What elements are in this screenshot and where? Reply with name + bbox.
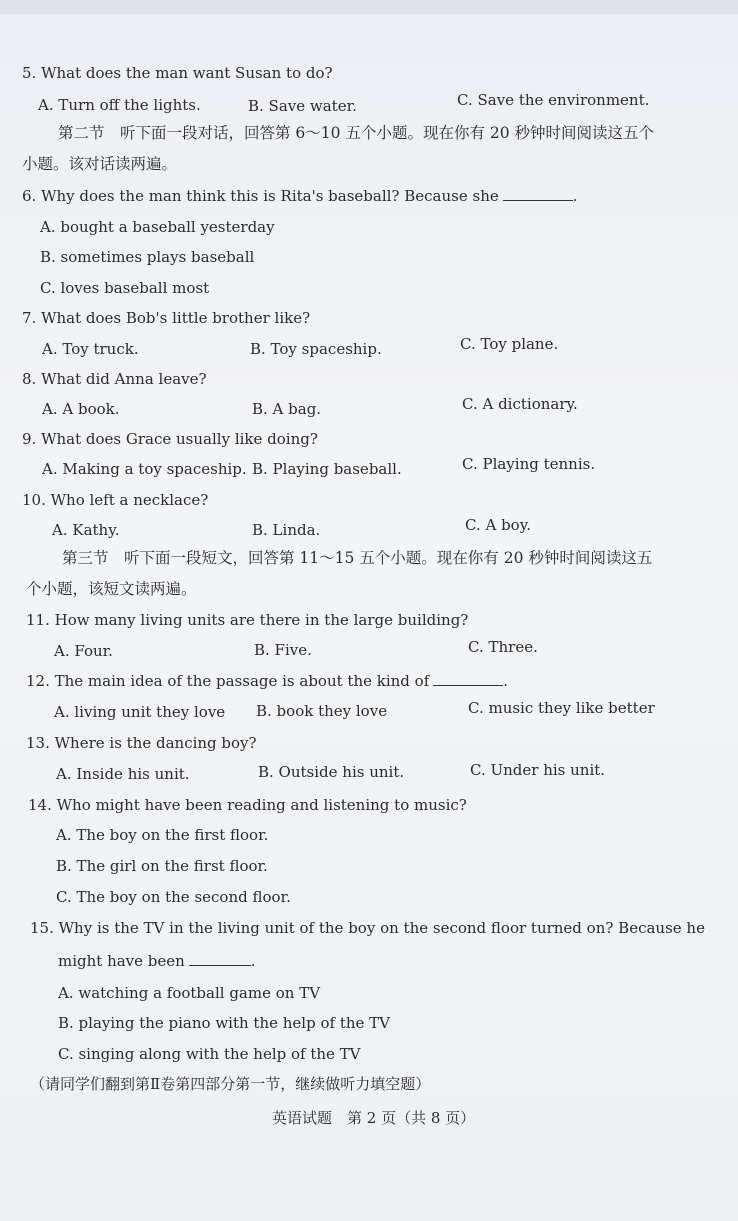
question-10-stem: 10. Who left a necklace?	[22, 491, 209, 509]
question-7-option-a: A. Toy truck.	[42, 340, 139, 358]
question-13-option-b: B. Outside his unit.	[258, 763, 405, 781]
question-7-option-c: C. Toy plane.	[460, 335, 559, 353]
question-8-option-c: C. A dictionary.	[462, 395, 578, 413]
question-15-option-b: B. playing the piano with the help of the TV	[58, 1014, 390, 1032]
question-15-option-a: A. watching a football game on TV	[58, 984, 321, 1002]
question-9-option-a: A. Making a toy spaceship.	[42, 460, 247, 478]
question-6-option-b: B. sometimes plays baseball	[40, 248, 255, 266]
question-7-stem: 7. What does Bob's little brother like?	[22, 309, 311, 327]
question-12-stem-text: 12. The main idea of the passage is about the kind of	[26, 672, 430, 690]
question-14-stem: 14. Who might have been reading and listening to music?	[28, 796, 467, 814]
question-12-stem: 12. The main idea of the passage is about the kind of .	[26, 672, 509, 690]
question-11-option-b: B. Five.	[254, 641, 312, 659]
question-6-stem: 6. Why does the man think this is Rita's baseball? Because she .	[22, 187, 578, 205]
question-14-option-c: C. The boy on the second floor.	[56, 888, 291, 906]
answer-blank	[503, 186, 573, 201]
section-3-heading-line-1: 第三节 听下面一段短文，回答第 11～15 五个小题。现在你有 20 秒钟时间阅读这五	[62, 549, 653, 567]
question-8-stem: 8. What did Anna leave?	[22, 370, 207, 388]
question-9-option-c: C. Playing tennis.	[462, 455, 596, 473]
question-12-option-a: A. living unit they love	[54, 703, 226, 721]
question-12-option-b: B. book they love	[256, 702, 388, 720]
question-14-option-b: B. The girl on the first floor.	[56, 857, 268, 875]
answer-blank	[189, 951, 251, 966]
question-11-option-c: C. Three.	[468, 638, 538, 656]
question-13-stem: 13. Where is the dancing boy?	[26, 734, 257, 752]
question-13-option-a: A. Inside his unit.	[56, 765, 190, 783]
question-15-option-c: C. singing along with the help of the TV	[58, 1045, 361, 1063]
question-5-option-b: B. Save water.	[248, 97, 357, 115]
question-9-option-b: B. Playing baseball.	[252, 460, 402, 478]
question-15-stem-text: might have been	[58, 952, 185, 970]
question-12-option-c: C. music they like better	[468, 699, 655, 717]
section-2-heading-line-2: 小题。该对话读两遍。	[22, 155, 178, 173]
question-8-option-a: A. A book.	[42, 400, 120, 418]
question-13-option-c: C. Under his unit.	[470, 761, 606, 779]
question-14-option-a: A. The boy on the first floor.	[56, 826, 269, 844]
continue-note: （请同学们翻到第Ⅱ卷第四部分第一节，继续做听力填空题）	[30, 1075, 431, 1093]
question-9-stem: 9. What does Grace usually like doing?	[22, 430, 318, 448]
question-6-option-c: C. loves baseball most	[40, 279, 210, 297]
question-15-stem-line-1: 15. Why is the TV in the living unit of the boy on the second floor turned on? Because he	[30, 919, 705, 937]
answer-blank	[433, 671, 503, 686]
question-7-option-b: B. Toy spaceship.	[250, 340, 382, 358]
section-2-heading-line-1: 第二节 听下面一段对话，回答第 6～10 五个小题。现在你有 20 秒钟时间阅读这五个	[58, 124, 655, 142]
question-11-stem: 11. How many living units are there in the large building?	[26, 611, 469, 629]
question-10-option-c: C. A boy.	[465, 516, 531, 534]
section-3-heading-line-2: 个小题，该短文读两遍。	[26, 580, 197, 598]
question-5-option-c: C. Save the environment.	[457, 91, 650, 109]
page-number: 英语试题 第 2 页（共 8 页）	[272, 1109, 476, 1127]
question-15-stem-line-2: might have been .	[58, 952, 256, 970]
question-8-option-b: B. A bag.	[252, 400, 322, 418]
question-6-stem-text: 6. Why does the man think this is Rita's baseball? Because she	[22, 187, 499, 205]
question-6-option-a: A. bought a baseball yesterday	[40, 218, 275, 236]
question-11-option-a: A. Four.	[54, 642, 113, 660]
question-5-stem: 5. What does the man want Susan to do?	[22, 64, 333, 82]
question-10-option-b: B. Linda.	[252, 521, 321, 539]
question-5-option-a: A. Turn off the lights.	[38, 96, 201, 114]
question-10-option-a: A. Kathy.	[52, 521, 120, 539]
